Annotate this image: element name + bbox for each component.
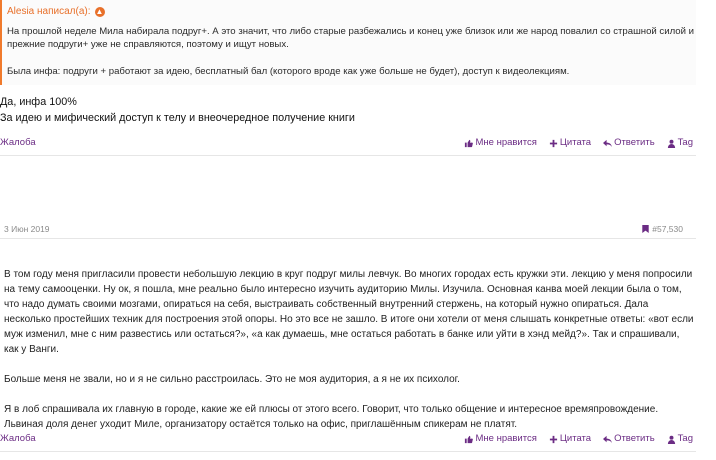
quote-header[interactable] (7, 5, 696, 18)
post-actions (0, 137, 693, 149)
quote-author[interactable]: Alesia написал(а): (7, 6, 91, 17)
action-buttons (464, 433, 693, 445)
report-link[interactable]: Жалоба (0, 137, 36, 148)
post-actions (0, 433, 693, 445)
post-number[interactable] (642, 224, 683, 234)
user-icon (667, 435, 676, 444)
post-paragraph: В том году меня пригласили провести небольшую лекцию в круг подруг милы левчук. Во многих городах есть кружки эти. лекцию у меня попросили на тему самооценки. Ну ок, я пошла, мне реально было интересно изучить аудиторию Милы. Изучила. Основная канва моей лекции была о том, что надо думать своими мозгами, опираться на себя, выстраивать собственный внутренний стержень, на который нужно опираться. Дала несколько простейших техник для построения этой опоры. Но это все не зашло. В итоге они хотели от меня слышать конкретные ответы: «вот если муж изменил, мне с ним развестись или остаться?», «а как думаешь, мне остаться работать в банке или уйти в хэнд мейд?». Так и спрашивали, как у Ванги. (4, 269, 694, 355)
post-number-label: #57,530 (652, 224, 683, 234)
plus-icon (549, 139, 558, 148)
reply-label: Ответить (614, 137, 655, 148)
quote-label: Цитата (559, 433, 592, 444)
thumbs-up-icon (464, 139, 473, 148)
tag-label: Tag (677, 137, 693, 148)
quote-paragraph: На прошлой неделе Мила набирала подруг+. А это значит, что либо старые разбежались и конец уже близок или же народ повалил со страшной силой и прежние подруги+ уже не справляются, поэтому и ищут новых. (7, 26, 695, 50)
reply-arrow-icon (603, 139, 612, 148)
action-buttons (464, 137, 693, 149)
post-paragraph: Я в лоб спрашивала их главную в городе, какие же ей плюсы от этого всего. Говорит, что только общение и интересное времяпровождение. Львиная доля денег уходит Миле, организатору остаётся только на офис, приглашённым спикерам не платят. (4, 404, 659, 430)
quote-button[interactable] (549, 137, 591, 149)
bookmark-icon (642, 225, 649, 233)
quote-block (0, 0, 696, 85)
plus-icon (549, 435, 558, 444)
reply-button[interactable] (603, 433, 655, 445)
quote-text (7, 25, 695, 78)
divider (0, 238, 696, 239)
post-date[interactable]: 3 Июн 2019 (4, 224, 50, 234)
reply-button[interactable] (603, 137, 655, 149)
quote-button[interactable] (549, 433, 591, 445)
reply-line: Да, инфа 100% (0, 96, 77, 108)
reply-label: Ответить (614, 433, 655, 444)
quote-paragraph: Была инфа: подруги + работают за идею, бесплатный бал (которого вроде как уже больше не будет), доступ к видеолекциям. (7, 66, 570, 77)
tag-button[interactable] (667, 137, 693, 149)
like-button[interactable] (464, 137, 536, 149)
quote-label: Цитата (559, 137, 592, 148)
post-paragraph: Больше меня не звали, но и я не сильно расстроилась. Это не моя аудитория, а я не их психолог. (4, 374, 460, 385)
report-link[interactable]: Жалоба (0, 433, 36, 444)
user-icon (667, 139, 676, 148)
expand-quote-icon[interactable]: ▲ (95, 6, 104, 16)
tag-button[interactable] (667, 433, 693, 445)
reply-line: За идею и мифический доступ к телу и внеочередное получение книги (0, 112, 355, 124)
reply-text (0, 94, 355, 126)
like-label: Мне нравится (475, 433, 537, 444)
divider (0, 451, 696, 452)
tag-label: Tag (677, 433, 693, 444)
like-label: Мне нравится (475, 137, 537, 148)
thumbs-up-icon (464, 435, 473, 444)
post-body (4, 267, 694, 432)
reply-arrow-icon (603, 435, 612, 444)
divider (0, 155, 696, 156)
like-button[interactable] (464, 433, 536, 445)
